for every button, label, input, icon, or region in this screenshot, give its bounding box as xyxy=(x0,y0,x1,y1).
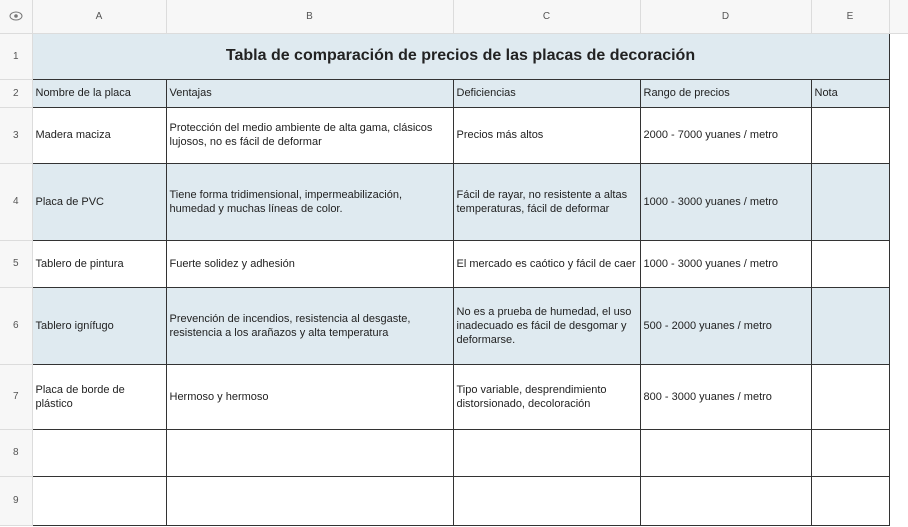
row-header-1[interactable]: 1 xyxy=(0,33,32,79)
cell-plate-name[interactable]: Tablero ignífugo xyxy=(32,287,166,364)
cell-price-range[interactable]: 2000 - 7000 yuanes / metro xyxy=(640,107,811,163)
column-header-c[interactable]: C xyxy=(453,0,640,33)
eye-icon xyxy=(0,9,32,23)
empty-cell[interactable] xyxy=(453,429,640,476)
cell-price-range[interactable]: 800 - 3000 yuanes / metro xyxy=(640,364,811,429)
cell-deficiencies[interactable]: Fácil de rayar, no resistente a altas temperaturas, fácil de deformar xyxy=(453,163,640,240)
empty-cell[interactable] xyxy=(811,476,889,525)
cell-price-range[interactable]: 1000 - 3000 yuanes / metro xyxy=(640,163,811,240)
empty-cell[interactable] xyxy=(889,79,908,107)
cell-note[interactable] xyxy=(811,107,889,163)
row-header-5[interactable]: 5 xyxy=(0,240,32,287)
row-header-8[interactable]: 8 xyxy=(0,429,32,476)
empty-cell[interactable] xyxy=(640,476,811,525)
cell-plate-name[interactable]: Tablero de pintura xyxy=(32,240,166,287)
cell-deficiencies[interactable]: Precios más altos xyxy=(453,107,640,163)
column-header-e[interactable]: E xyxy=(811,0,889,33)
column-header-b[interactable]: B xyxy=(166,0,453,33)
row-header-2[interactable]: 2 xyxy=(0,79,32,107)
cell-plate-name[interactable]: Placa de PVC xyxy=(32,163,166,240)
column-header-d[interactable]: D xyxy=(640,0,811,33)
empty-cell[interactable] xyxy=(889,429,908,476)
cell-note[interactable] xyxy=(811,364,889,429)
cell-advantages[interactable]: Hermoso y hermoso xyxy=(166,364,453,429)
empty-cell[interactable] xyxy=(166,429,453,476)
empty-cell[interactable] xyxy=(889,364,908,429)
empty-cell[interactable] xyxy=(889,287,908,364)
empty-cell[interactable] xyxy=(889,476,908,525)
empty-cell[interactable] xyxy=(640,429,811,476)
table-title[interactable]: Tabla de comparación de precios de las placas de decoración xyxy=(32,33,889,79)
cell-advantages[interactable]: Prevención de incendios, resistencia al desgaste, resistencia a los arañazos y alta temperatura xyxy=(166,287,453,364)
empty-cell[interactable] xyxy=(32,429,166,476)
empty-cell[interactable] xyxy=(889,107,908,163)
cell-note[interactable] xyxy=(811,287,889,364)
cell-advantages[interactable]: Protección del medio ambiente de alta gama, clásicos lujosos, no es fácil de deformar xyxy=(166,107,453,163)
empty-cell[interactable] xyxy=(32,476,166,525)
row-header-4[interactable]: 4 xyxy=(0,163,32,240)
row-header-9[interactable]: 9 xyxy=(0,476,32,525)
cell-price-range[interactable]: 500 - 2000 yuanes / metro xyxy=(640,287,811,364)
empty-cell[interactable] xyxy=(889,33,908,79)
column-header-extra[interactable] xyxy=(889,0,908,33)
cell-plate-name[interactable]: Placa de borde de plástico xyxy=(32,364,166,429)
header-cell-deficiencies[interactable]: Deficiencias xyxy=(453,79,640,107)
cell-deficiencies[interactable]: Tipo variable, desprendimiento distorsionado, decoloración xyxy=(453,364,640,429)
corner-cell[interactable] xyxy=(0,0,32,33)
header-cell-advantages[interactable]: Ventajas xyxy=(166,79,453,107)
cell-deficiencies[interactable]: No es a prueba de humedad, el uso inadecuado es fácil de desgomar y deformarse. xyxy=(453,287,640,364)
empty-cell[interactable] xyxy=(889,163,908,240)
cell-note[interactable] xyxy=(811,240,889,287)
cell-price-range[interactable]: 1000 - 3000 yuanes / metro xyxy=(640,240,811,287)
empty-cell[interactable] xyxy=(166,476,453,525)
cell-deficiencies[interactable]: El mercado es caótico y fácil de caer xyxy=(453,240,640,287)
column-header-a[interactable]: A xyxy=(32,0,166,33)
row-header-7[interactable]: 7 xyxy=(0,364,32,429)
cell-plate-name[interactable]: Madera maciza xyxy=(32,107,166,163)
empty-cell[interactable] xyxy=(889,240,908,287)
row-header-3[interactable]: 3 xyxy=(0,107,32,163)
header-cell-note[interactable]: Nota xyxy=(811,79,889,107)
cell-advantages[interactable]: Fuerte solidez y adhesión xyxy=(166,240,453,287)
empty-cell[interactable] xyxy=(811,429,889,476)
empty-cell[interactable] xyxy=(453,476,640,525)
cell-note[interactable] xyxy=(811,163,889,240)
header-cell-plate-name[interactable]: Nombre de la placa xyxy=(32,79,166,107)
header-cell-price-range[interactable]: Rango de precios xyxy=(640,79,811,107)
row-header-6[interactable]: 6 xyxy=(0,287,32,364)
cell-advantages[interactable]: Tiene forma tridimensional, impermeabilización, humedad y muchas líneas de color. xyxy=(166,163,453,240)
